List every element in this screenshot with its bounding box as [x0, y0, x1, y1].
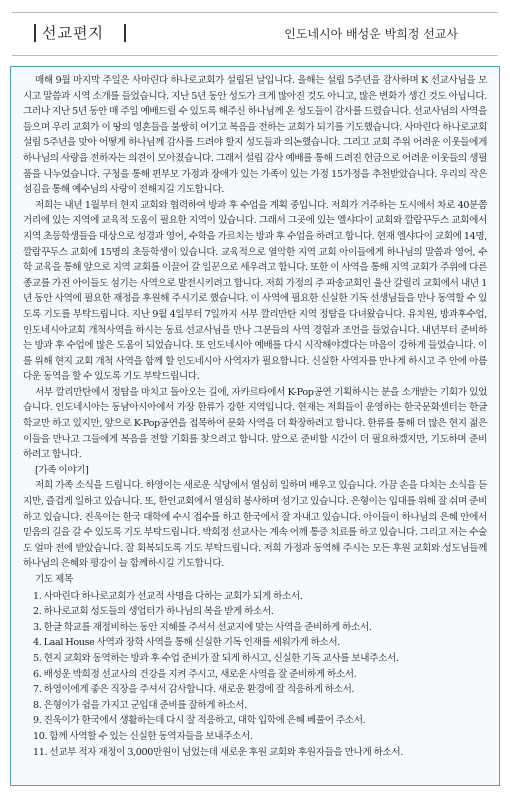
letter-header — [12, 12, 498, 56]
paragraph-anniversary: 매해 9월 마지막 주일은 사마린다 하나로교회가 설립된 날입니다. 올해는 설립 5주년을 감사하며 K 선교사님을 모시고 말씀과 시역 소개를 들었습니다. 지난 5년 동안 성도가 크게 많아진 것도 아니고, 많은 변화가 생긴 것도 아닙니다. 그러나 지난 5년 동안 매 주일 예배드릴 수 있도록 해주신 하나님께 온 성도들이 감사를 드렸습니다. 선교사님의 사역을 들으며 우리 교회가 이 땅의 영혼들을 불쌍히 여기고 복음을 전하는 교회가 되기를 기도했습니다. 사마린다 하나로교회 설립 5주년을 맞아 어떻게 하나님께 감사를 드려야 할지 성도들과 의논했습니다. 그리고 교회 주위 어려운 이웃들에게 하나님의 사랑을 전하자는 의견이 모아졌습니다. 그래서 설립 감사 예배를 통해 드려진 헌금으로 어려운 이웃들의 생필품을 나누었습니다. 구청을 통해 편부모 가정과 장애가 있는 가족이 있는 가정 15가정을 추천받았습니다. 우리의 작은 섬김을 통해 예수님의 사랑이 전해지길 기도합니다. — [23, 75, 487, 196]
author-name: 인도네시아 배성운 박희정 선교사 — [284, 27, 458, 41]
prayer-item: 8. 은형이가 쉼을 가지고 군입대 준비를 잘하게 하소서. — [33, 699, 247, 711]
prayer-item: 1. 사마린다 하나로교회가 선교적 사명을 다하는 교회가 되게 하소서. — [33, 590, 303, 602]
prayer-item: 3. 한글 학교를 재정비하는 동안 지혜를 주셔서 선교지에 맞는 사역을 준비하게 하소서. — [33, 621, 372, 633]
paragraph-after-school: 저희는 내년 1월부터 현지 교회와 협력하여 방과 후 수업을 계획 중입니다. 저희가 거주하는 도시에서 차로 40분쯤 거리에 있는 지역에 교육적 도움이 필요한 지역이 있습니다. 그래서 그곳에 있는 엘샤다이 교회와 깔람꾸두스 교회에서 지역 초등학생들을 대상으로 성경과 영어, 수학을 가르치는 방과 후 수업을 하려고 합니다. 현재 엘샤다이 교회에 14명, 깔람꾸두스 교회에 15명의 초등학생이 있습니다. 교육적으로 열악한 지역 교회 아이들에게 하나님의 말씀과 영어, 수학 교육을 통해 앞으로 지역 교회를 이끌어 갈 일꾼으로 세우려고 합니다. 또한 이 사역을 통해 지역 교회가 주위에 다른 종교를 가진 아이들도 섬기는 사역으로 발전시키려고 합니다. 저희 가정의 주 파송교회인 울산 갈릴리 교회에서 내년 1년 동안 사역에 필요한 재정을 후원해 주시기로 했습니다. 이 사역에 필요한 신실한 기독 선생님들을 만나 동역할 수 있도록 기도를 부탁드립니다. 지난 9월 4일부터 7일까지 서부 깔리만탄 지역 정탐을 다녀왔습니다. 유치원, 방과후수업, 인도네시아교회 개척사역을 하시는 동료 선교사님을 만나 그분들의 사역 경험과 조언을 들었습니다. 내년부터 준비하는 방과 후 수업에 많은 도움이 되었습니다. 또 인도네시아 예배를 다시 시작해야겠다는 마음이 강하게 들었습니다. 이를 위해 현지 교회 개척 사역을 함께 할 인도네시아 사역자가 필요합니다. 신실한 사역자를 만나게 하시고 주 안에 아름다운 동역을 할 수 있도록 기도 부탁드립니다. — [23, 199, 487, 383]
prayer-item: 9. 진욱이가 한국에서 생활하는데 다시 잘 적응하고, 대학 입학에 은혜 베풀어 주소서. — [33, 715, 366, 727]
prayer-heading: 기도 제목 — [35, 574, 73, 585]
prayer-item: 4. Laal House 사역과 장학 사역을 통해 신실한 기독 인재를 세워가게 하소서. — [33, 637, 340, 649]
paragraph-family: 저희 가족 소식을 드립니다. 하영이는 새로운 식당에서 열심히 일하며 배우고 있습니다. 가끔 손을 다치는 소식을 듣지만, 즐겁게 일하고 있습니다. 또, 한인교회에서 열심히 봉사하며 섬기고 있습니다. 은형이는 입대를 위해 잘 쉬며 준비하고 있습니다. 진욱이는 한국 대학에 수시 접수를 하고 한국에서 잘 자내고 있습니다. 아이들이 하나님의 은혜 안에서 믿음의 길을 갈 수 있도록 기도 부탁드립니다. 박희정 선교사는 계속 어깨 통증 치료를 하고 있습니다. 그리고 저는 수술도 얼마 전에 받았습니다. 잘 회복되도록 기도 부탁드립니다. 저희 가정과 동역해 주시는 모든 후원 교회와 성도님들께 하나님의 은혜와 평강이 늘 함께하시길 기도합니다. — [23, 480, 487, 570]
page-title: 선교편지 — [42, 24, 104, 42]
prayer-item: 5. 현지 교회와 동역하는 방과 후 수업 준비가 잘 되게 하시고, 신실한 기독 교사를 보내주소서. — [33, 652, 399, 664]
prayer-item: 11. 선교부 적자 재정이 3,000만원이 넘었는데 새로운 후원 교회와 후원자들을 만나게 하소서. — [33, 746, 404, 758]
title-bar-right — [124, 24, 126, 42]
prayer-item: 10. 함께 사역할 수 있는 신실한 동역자들을 보내주소서. — [33, 730, 253, 742]
prayer-item: 7. 하영이에게 좋은 직장을 주셔서 감사합니다. 새로운 환경에 잘 적응하게 하소서. — [33, 684, 355, 696]
family-heading: [가족 이야기] — [35, 464, 89, 476]
title-bar-left — [34, 24, 36, 42]
prayer-list — [23, 589, 487, 761]
prayer-item: 6. 배성운 박희정 선교사의 건강을 지켜 주시고, 새로운 사역을 잘 준비하게 하소서. — [33, 668, 357, 680]
letter-body — [10, 66, 500, 786]
paragraph-kpop: 서부 깔리만탄에서 정탐을 마치고 돌아오는 길에, 자카르타에서 K-Pop공연 기획하시는 분을 소개받는 기회가 있었습니다. 인도네시아는 동남아시아에서 가장 한류가 강한 지역입니다. 현재는 저희들이 운영하는 한국문화센터는 한글학교만 하고 있지만, 앞으로 K-Pop공연을 접목하여 문화 사역을 더 확장하려고 합니다. 한류를 통해 더 많은 현지 젊은이들을 만나고 그들에게 복음을 전할 기회를 찾으려고 합니다. 앞으로 준비할 시간이 더 필요하겠지만, 기도하며 준비하려고 합니다. — [23, 386, 487, 461]
prayer-item: 2. 하나로교회 성도들의 생업터가 하나님의 복을 받게 하소서. — [33, 606, 274, 618]
